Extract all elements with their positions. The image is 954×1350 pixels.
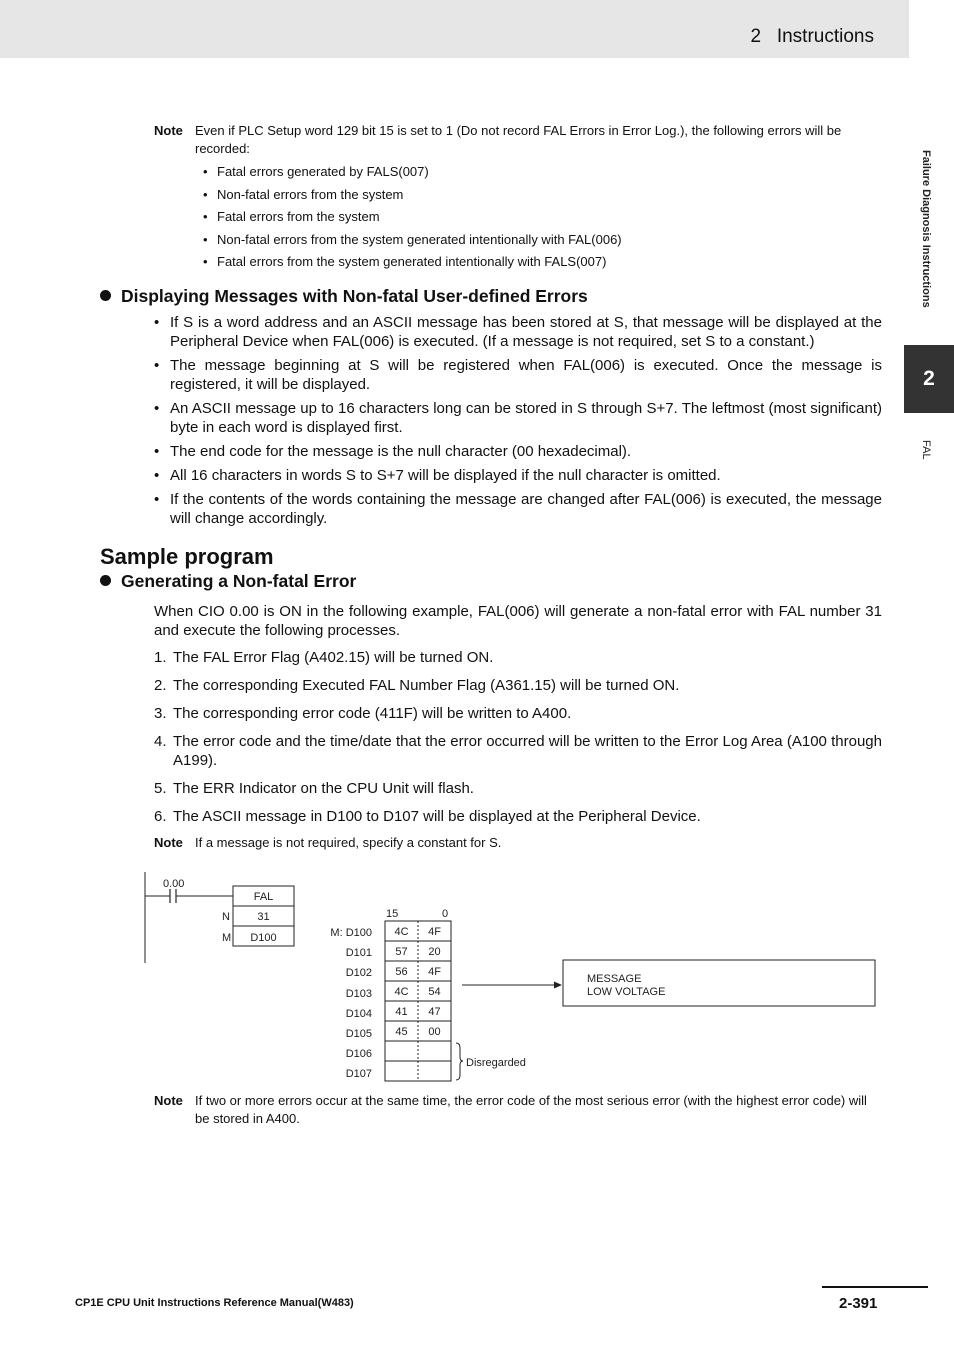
note-error-log bbox=[154, 122, 882, 274]
step-number: 1. bbox=[154, 649, 167, 666]
header-title: 2 Instructions bbox=[750, 26, 874, 47]
footer-rule bbox=[822, 1286, 928, 1288]
list-item: • An ASCII message up to 16 characters long can be stored in S through S+7. The leftmost (most significant) byte in each word is displayed first. bbox=[154, 399, 882, 437]
sample-heading bbox=[100, 571, 356, 592]
contact-label: 0.00 bbox=[163, 878, 185, 890]
note-label: Note bbox=[154, 1093, 183, 1108]
list-item: • The message beginning at S will be registered when FAL(006) is executed. Once the message is registered, it will be displayed. bbox=[154, 356, 882, 394]
step-number: 2. bbox=[154, 677, 167, 694]
side-section-label: Failure Diagnosis Instructions bbox=[920, 150, 932, 308]
step-number: 3. bbox=[154, 705, 167, 722]
list-item: • The end code for the message is the null character (00 hexadecimal). bbox=[154, 442, 882, 461]
message-line-1: MESSAGE bbox=[587, 973, 642, 985]
section-heading-text: Displaying Messages with Non-fatal User-defined Errors bbox=[121, 286, 588, 306]
byte-value: 45 bbox=[395, 1026, 408, 1038]
operand-n-value: 31 bbox=[257, 911, 270, 923]
list-item: • If the contents of the words containing the message are changed after FAL(006) is executed, the message will change accordingly. bbox=[154, 490, 882, 528]
byte-value: 54 bbox=[428, 986, 441, 998]
side-instruction-label: FAL bbox=[920, 440, 932, 460]
note-text: Even if PLC Setup word 129 bit 15 is set to 1 (Do not record FAL Errors in Error Log.), the following errors will be recorded: bbox=[195, 123, 842, 156]
word-address: D105 bbox=[345, 1028, 372, 1040]
list-item bbox=[154, 704, 882, 723]
note-text: If two or more errors occur at the same time, the error code of the most serious error (with the highest error code) will be stored in A400. bbox=[195, 1093, 867, 1126]
byte-value: 4F bbox=[428, 966, 441, 978]
word-address: D101 bbox=[345, 947, 372, 959]
word-address: D106 bbox=[345, 1048, 372, 1060]
note-constant bbox=[154, 834, 882, 852]
brace-icon bbox=[456, 1043, 463, 1080]
byte-value: 00 bbox=[428, 1026, 441, 1038]
step-text: The ERR Indicator on the CPU Unit will flash. bbox=[173, 780, 474, 797]
operand-m-label: M bbox=[222, 932, 232, 944]
arrow-head-icon bbox=[554, 982, 562, 989]
bullet-dot-icon bbox=[100, 290, 111, 301]
section-heading bbox=[100, 286, 588, 307]
ladder-diagram bbox=[0, 860, 954, 1100]
bit-label-low: 0 bbox=[442, 908, 449, 920]
sample-intro: When CIO 0.00 is ON in the following example, FAL(006) will generate a non-fatal error with FAL number 31 and execute the following processes. bbox=[154, 603, 882, 639]
instruction-name: FAL bbox=[253, 891, 274, 903]
note-label: Note bbox=[154, 835, 183, 850]
note-multiple-errors bbox=[154, 1092, 882, 1128]
step-number: 6. bbox=[154, 808, 167, 825]
list-item bbox=[154, 807, 882, 826]
step-number: 4. bbox=[154, 733, 167, 750]
word-address: D102 bbox=[345, 967, 372, 979]
note-text: If a message is not required, specify a constant for S. bbox=[195, 835, 502, 850]
list-item: • Fatal errors from the system generated intentionally with FALS(007) bbox=[195, 251, 882, 274]
section-bullets bbox=[154, 313, 882, 533]
side-chapter-tab: 2 bbox=[904, 345, 954, 413]
byte-value: 57 bbox=[395, 946, 408, 958]
list-item: • All 16 characters in words S to S+7 will be displayed if the null character is omitted. bbox=[154, 466, 882, 485]
word-address: D103 bbox=[345, 988, 372, 1000]
list-item bbox=[154, 676, 882, 695]
list-item: • Fatal errors generated by FALS(007) bbox=[195, 161, 882, 184]
bit-label-high: 15 bbox=[386, 908, 399, 920]
page-number: 2-391 bbox=[839, 1295, 878, 1312]
step-text: The corresponding error code (411F) will be written to A400. bbox=[173, 705, 572, 722]
word-address: D107 bbox=[345, 1068, 372, 1080]
list-item: • Fatal errors from the system bbox=[195, 206, 882, 229]
word-address: M: D100 bbox=[330, 927, 372, 939]
message-line-2: LOW VOLTAGE bbox=[587, 986, 666, 998]
step-text: The ASCII message in D100 to D107 will be displayed at the Peripheral Device. bbox=[173, 808, 701, 825]
list-item: • Non-fatal errors from the system bbox=[195, 184, 882, 207]
note-list bbox=[195, 161, 882, 274]
sample-title: Sample program bbox=[100, 544, 274, 569]
word-address: D104 bbox=[345, 1008, 372, 1020]
byte-value: 4F bbox=[428, 926, 441, 938]
list-item bbox=[154, 779, 882, 798]
sample-heading-text: Generating a Non-fatal Error bbox=[121, 571, 357, 591]
footer-manual-title: CP1E CPU Unit Instructions Reference Manual(W483) bbox=[75, 1297, 354, 1309]
operand-n-label: N bbox=[222, 911, 230, 923]
step-text: The corresponding Executed FAL Number Flag (A361.15) will be turned ON. bbox=[173, 677, 680, 694]
list-item bbox=[154, 732, 882, 770]
operand-m-value: D100 bbox=[250, 932, 277, 944]
byte-value: 56 bbox=[395, 966, 408, 978]
list-item: • Non-fatal errors from the system generated intentionally with FAL(006) bbox=[195, 229, 882, 252]
step-text: The error code and the time/date that the error occurred will be written to the Error Log Area (A100 through A199). bbox=[173, 733, 882, 769]
byte-value: 4C bbox=[394, 926, 409, 938]
byte-value: 41 bbox=[395, 1006, 408, 1018]
note-label: Note bbox=[154, 123, 183, 138]
step-text: The FAL Error Flag (A402.15) will be turned ON. bbox=[173, 649, 494, 666]
byte-value: 20 bbox=[428, 946, 441, 958]
step-number: 5. bbox=[154, 780, 167, 797]
list-item bbox=[154, 648, 882, 667]
sample-steps bbox=[154, 648, 882, 835]
disregarded-label: Disregarded bbox=[466, 1057, 526, 1069]
bullet-dot-icon bbox=[100, 575, 111, 586]
byte-value: 4C bbox=[394, 986, 409, 998]
list-item: • If S is a word address and an ASCII message has been stored at S, that message will be displayed at the Peripheral Device when FAL(006) is executed. (If a message is not required, set S to a constant.) bbox=[154, 313, 882, 351]
byte-value: 47 bbox=[428, 1006, 441, 1018]
